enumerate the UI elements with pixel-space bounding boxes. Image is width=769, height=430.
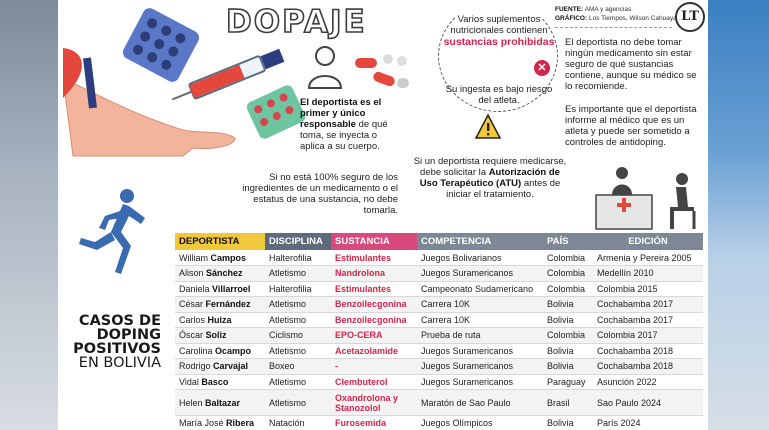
page-title: DOPAJE <box>226 4 367 40</box>
col-sustancia: SUSTANCIA <box>331 233 417 250</box>
table-row: Helen Baltazar Atletismo Oxandrolona y Stanozolol Maratón de Sao Paulo Brasil Sao Paulo 2024 <box>175 390 703 416</box>
table-row: Daniela Villarroel Halterofilia Estimulantes Campeonato Sudamericano Colombia Colombia 2015 <box>175 281 703 297</box>
divider <box>555 27 672 28</box>
ingesta-text: Su ingesta es bajo riesgo del atleta. <box>445 84 553 106</box>
responsable-text: El deportista es el primer y único responsable de qué toma, se inyecta o aplica a su cuerpo. <box>300 97 388 152</box>
warning-icon <box>475 114 501 140</box>
table-row: Vidal Basco Atletismo Clembuterol Juegos Suramericanos Paraguay Asunción 2022 <box>175 374 703 390</box>
col-deportista: DEPORTISTA <box>175 233 265 250</box>
col-competencia: COMPETENCIA <box>417 233 543 250</box>
medicamento-text: El deportista no debe tomar ningún medicamento sin estar seguro de qué sustancias contiene, aunque su médico se lo recomiende. <box>565 37 697 92</box>
hand-icon <box>63 38 238 158</box>
pill-card-icon <box>245 83 307 140</box>
col-pais: PAÍS <box>543 233 593 250</box>
atu-text: Si un deportista requiere medicarse, debe solicitar la Autorización de Uso Terapéutico (ATU) antes de iniciar el tratamiento. <box>413 156 567 200</box>
logo: LT <box>675 2 705 32</box>
table-row: William Campos Halterofilia Estimulantes Juegos Bolivarianos Colombia Armenia y Pereira 2005 <box>175 250 703 266</box>
doping-cases-table <box>175 233 703 430</box>
doctor-consult-icon <box>590 165 708 231</box>
table-row: César Fernández Atletismo Benzoilecgonina Carrera 10K Bolivia Cochabamba 2017 <box>175 297 703 313</box>
informe-text: Es importante que el deportista informe al médico que es un atleta y puede ser sometido a controles de antidoping. <box>565 104 697 148</box>
casos-heading: CASOS DE DOPING POSITIVOS EN BOLIVIA <box>73 313 161 371</box>
table-row: María José Ribera Natación Furosemida Juegos Olímpicos Bolivia París 2024 <box>175 416 703 430</box>
col-edicion: EDICIÓN <box>593 233 703 250</box>
right-background <box>708 0 769 430</box>
table-row: Rodrigo Carvajal Boxeo - Juegos Suramericanos Bolivia Cochabamba 2018 <box>175 359 703 375</box>
sustancias-prohibidas: sustancias prohibidas <box>443 36 555 48</box>
capsules-icon <box>353 54 413 94</box>
table-header <box>175 233 703 250</box>
infographic <box>58 0 708 430</box>
table-row: Alison Sánchez Atletismo Nandrolona Juegos Suramericanos Colombia Medellín 2010 <box>175 266 703 282</box>
table-row: Carlos Huiza Atletismo Benzoilecgonina Carrera 10K Bolivia Cochabamba 2017 <box>175 312 703 328</box>
table-row: Carolina Ocampo Atletismo Acetazolamide Juegos Suramericanos Bolivia Cochabamba 2018 <box>175 343 703 359</box>
seguro-text: Si no está 100% seguro de los ingredientes de un medicamento o el estatus de una sustancia, no debe tomarla. <box>242 172 398 216</box>
table-row: Óscar Soliz Ciclismo EPO-CERA Prueba de ruta Colombia Colombia 2017 <box>175 328 703 344</box>
left-background <box>0 0 58 430</box>
x-icon: ✕ <box>534 60 550 76</box>
athlete-avatar-icon <box>305 42 345 90</box>
suplementos-text: Varios suplementos nutricionales contienen sustancias prohibidas <box>439 14 559 48</box>
credits: FUENTE: AMA y agencias GRÁFICO: Los Tiempos, Wilson Cahuaya <box>555 6 677 22</box>
col-disciplina: DISCIPLINA <box>265 233 331 250</box>
runner-icon <box>75 188 155 280</box>
